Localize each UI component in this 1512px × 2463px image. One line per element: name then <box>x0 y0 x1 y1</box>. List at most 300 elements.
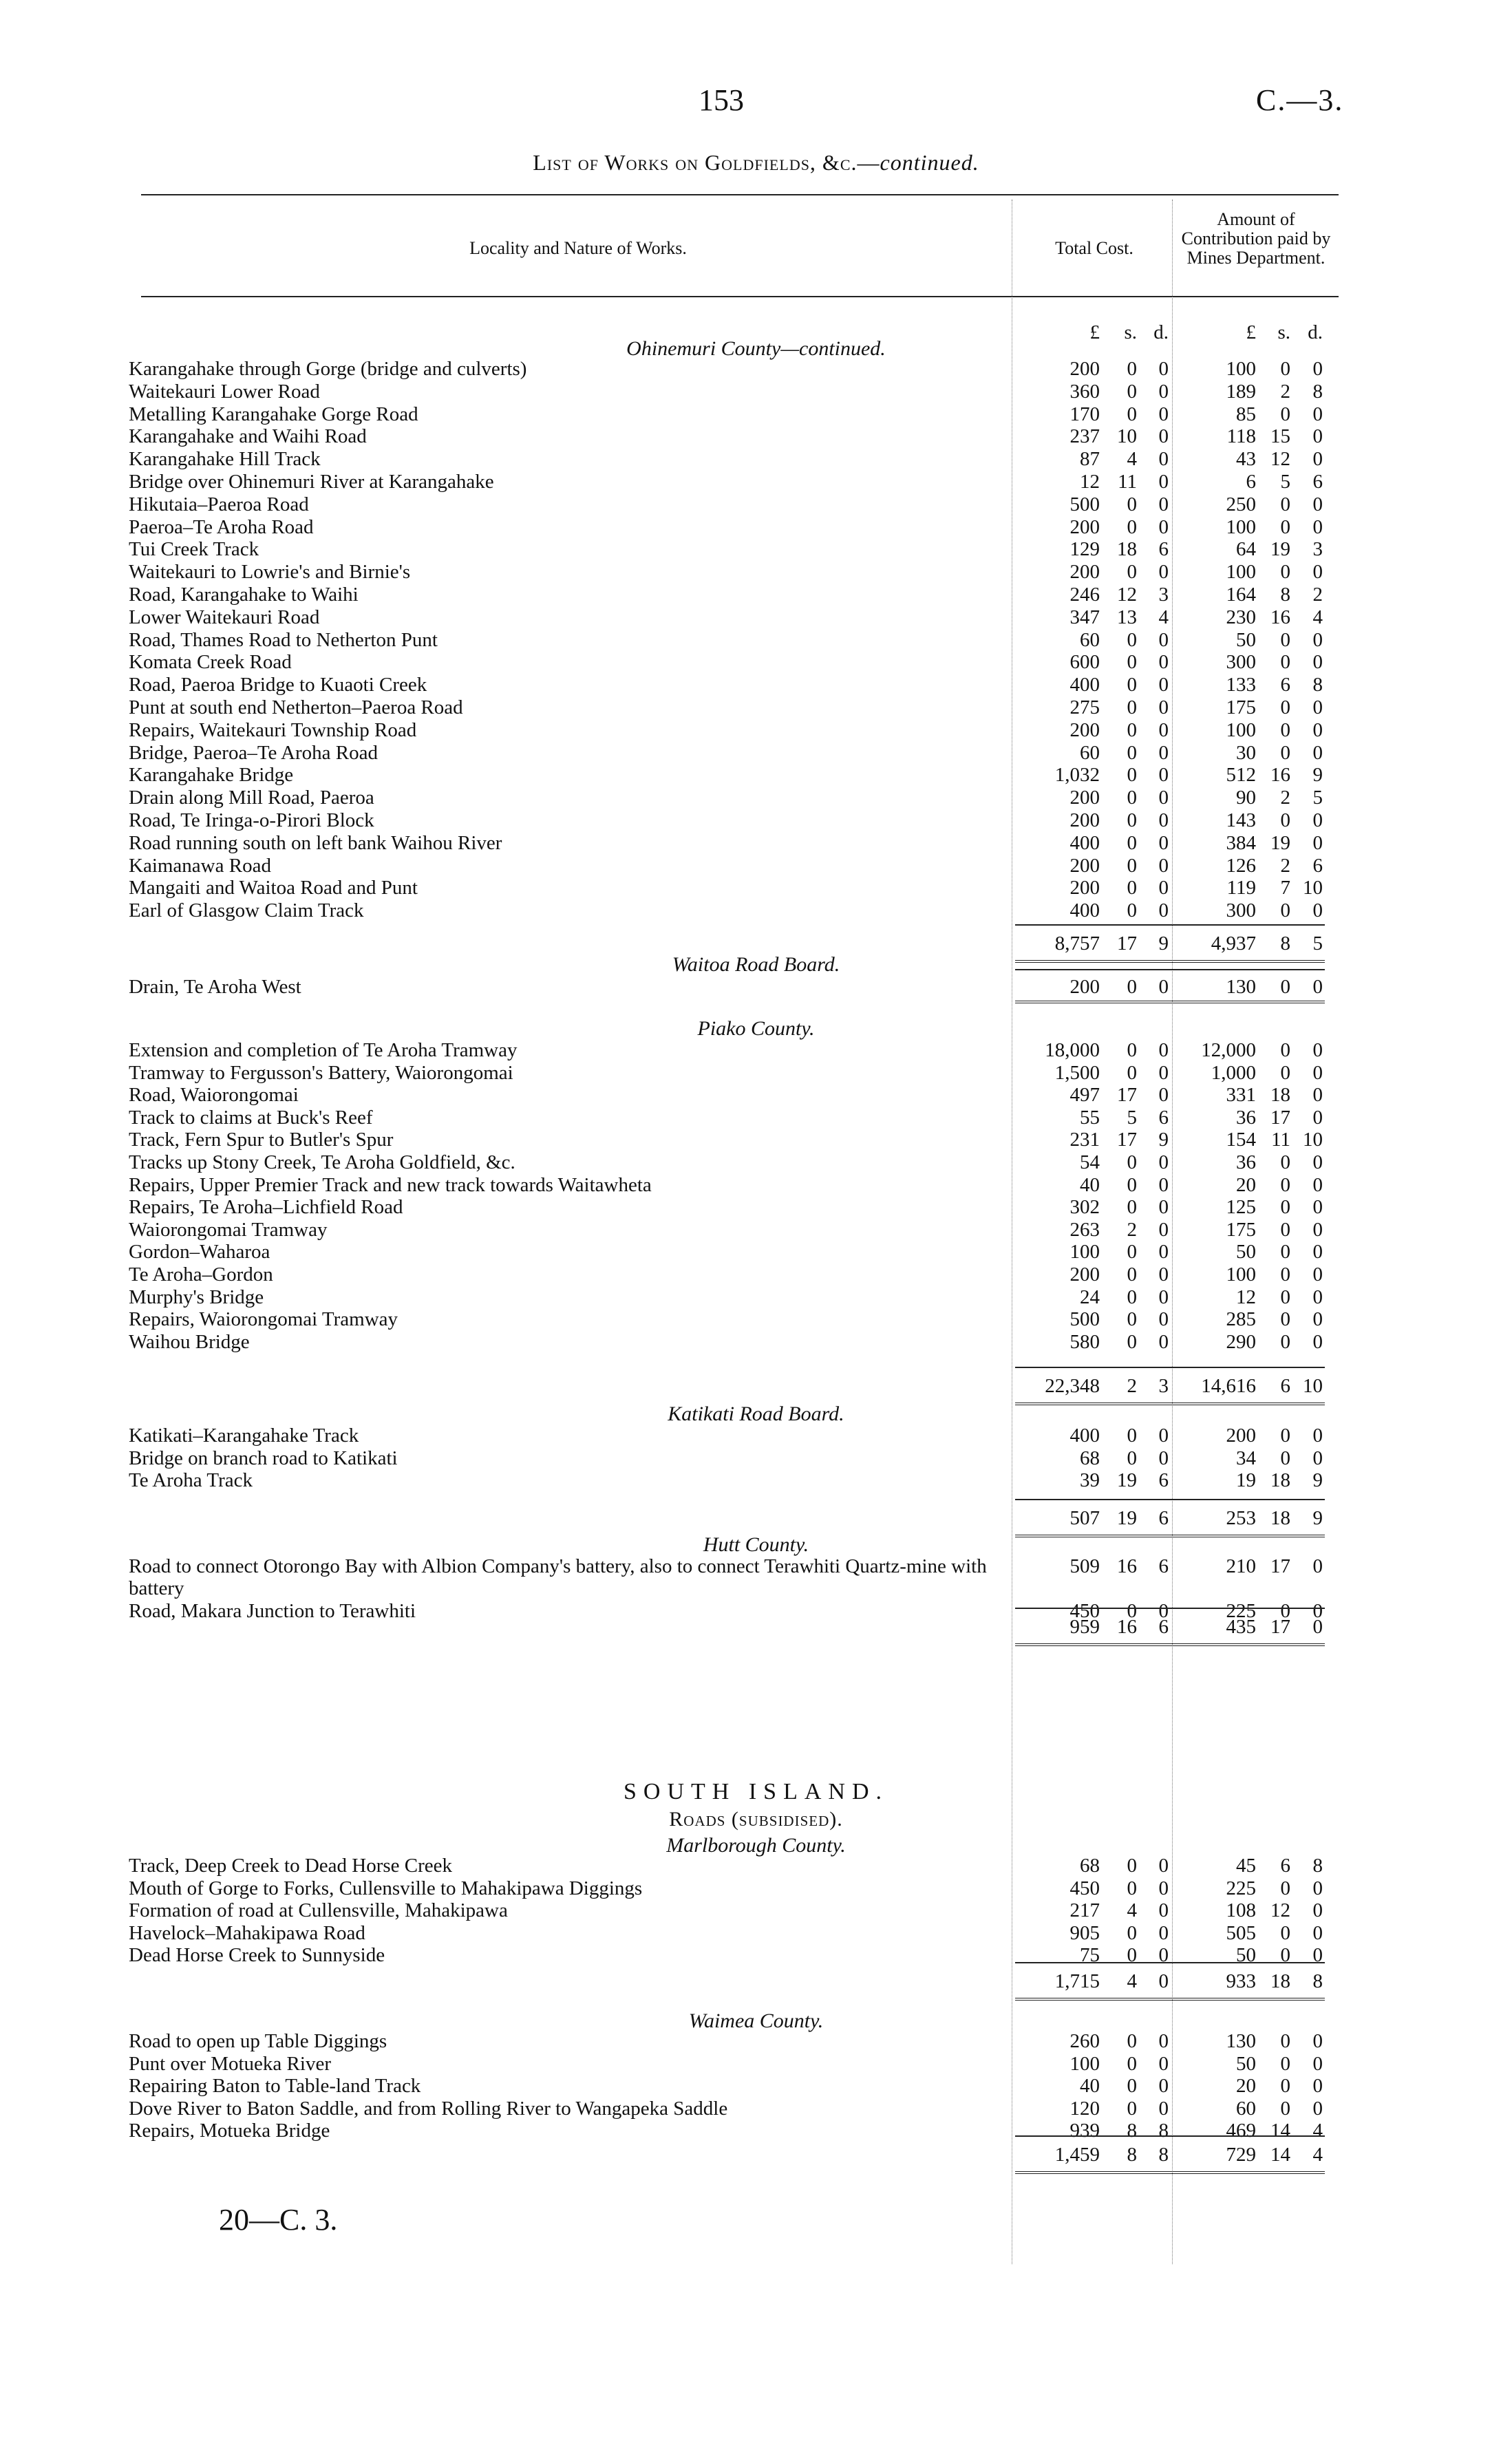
cost-pence: 0 <box>1158 1855 1169 1877</box>
contrib-shillings: 0 <box>1280 629 1290 651</box>
contrib-shillings: 14 <box>1270 2144 1290 2166</box>
work-label: Hikutaia–Paeroa Road <box>129 493 309 515</box>
work-label: Kaimanawa Road <box>129 855 271 877</box>
cost-shillings: 0 <box>1127 674 1137 696</box>
contrib-shillings: 0 <box>1280 1174 1290 1196</box>
total-row <box>0 1970 1512 1992</box>
contrib-pounds: 933 <box>1226 1970 1256 1992</box>
subtotal-rule <box>1015 969 1325 970</box>
header-bottom-rule <box>141 296 1339 297</box>
table-row <box>0 403 1512 425</box>
contrib-pounds: 285 <box>1226 1308 1256 1330</box>
cost-pence: 0 <box>1158 1922 1169 1944</box>
contrib-pounds: 200 <box>1226 1425 1256 1447</box>
contrib-pence: 0 <box>1312 1151 1323 1173</box>
cost-pounds: 200 <box>1069 809 1100 831</box>
table-row <box>0 1084 1512 1106</box>
cost-shillings: 0 <box>1127 1308 1137 1330</box>
cost-pence: 0 <box>1158 1174 1169 1196</box>
cost-shillings: 0 <box>1127 1264 1137 1286</box>
contrib-pence: 5 <box>1312 932 1323 955</box>
cost-pence: 0 <box>1158 742 1169 764</box>
cost-shillings: 0 <box>1127 516 1137 538</box>
contrib-pounds: 225 <box>1226 1600 1256 1622</box>
cost-pounds: 87 <box>1080 448 1100 470</box>
contrib-shillings: 5 <box>1280 471 1290 493</box>
cost-pence: 0 <box>1158 1084 1169 1106</box>
work-label: Repairs, Waitekauri Township Road <box>129 719 417 741</box>
contrib-shillings: 0 <box>1280 493 1290 515</box>
cost-pounds: 217 <box>1069 1899 1100 1921</box>
cost-shillings: 0 <box>1127 1447 1137 1469</box>
cost-pounds: 497 <box>1069 1084 1100 1106</box>
contrib-pounds: 36 <box>1236 1107 1256 1129</box>
cost-shillings: 17 <box>1117 932 1137 955</box>
contrib-pounds: 45 <box>1236 1855 1256 1877</box>
contrib-shillings: 17 <box>1270 1555 1290 1577</box>
table-row <box>0 976 1512 998</box>
cost-shillings: 0 <box>1127 1039 1137 1061</box>
cost-pounds: 200 <box>1069 855 1100 877</box>
cost-pence: 8 <box>1158 2120 1169 2142</box>
contrib-shillings: 0 <box>1280 403 1290 425</box>
table-row <box>0 832 1512 854</box>
cost-pence: 0 <box>1158 976 1169 998</box>
cost-shillings: 0 <box>1127 899 1137 921</box>
cost-pounds: 200 <box>1069 976 1100 998</box>
contrib-pence: 0 <box>1312 1308 1323 1330</box>
contrib-shillings: 2 <box>1280 381 1290 403</box>
contrib-pence: 0 <box>1312 2075 1323 2097</box>
work-label: Repairs, Motueka Bridge <box>129 2120 330 2142</box>
contrib-pounds: 12,000 <box>1201 1039 1256 1061</box>
table-row <box>0 629 1512 651</box>
cost-shillings: 13 <box>1117 606 1137 628</box>
cost-pounds: 500 <box>1069 1308 1100 1330</box>
unit-pence: d. <box>1308 321 1323 343</box>
table-row <box>0 1308 1512 1330</box>
contrib-pence: 10 <box>1303 1375 1323 1397</box>
contrib-pence: 0 <box>1312 1084 1323 1106</box>
cost-pence: 3 <box>1158 1375 1169 1397</box>
contrib-shillings: 0 <box>1280 1062 1290 1084</box>
contrib-pounds: 210 <box>1226 1555 1256 1577</box>
table-row <box>0 2030 1512 2052</box>
contrib-pounds: 119 <box>1226 877 1256 899</box>
subtotal-rule <box>1015 1499 1325 1500</box>
table-row <box>0 1899 1512 1921</box>
contrib-pence: 0 <box>1312 1922 1323 1944</box>
contrib-shillings: 19 <box>1270 538 1290 560</box>
contrib-pounds: 130 <box>1226 2030 1256 2052</box>
signature-mark: 20—C. 3. <box>219 2203 338 2237</box>
subtotal-rule <box>1015 2135 1325 2137</box>
cost-pounds: 231 <box>1069 1129 1100 1151</box>
contrib-shillings: 0 <box>1280 1600 1290 1622</box>
contrib-shillings: 0 <box>1280 1447 1290 1469</box>
contrib-pounds: 512 <box>1226 764 1256 786</box>
contrib-pounds: 34 <box>1236 1447 1256 1469</box>
table-row <box>0 1855 1512 1877</box>
cost-shillings: 0 <box>1127 832 1137 854</box>
cost-pounds: 500 <box>1069 493 1100 515</box>
cost-shillings: 0 <box>1127 2053 1137 2075</box>
contrib-pence: 0 <box>1312 448 1323 470</box>
table-row <box>0 877 1512 899</box>
contrib-shillings: 18 <box>1270 1469 1290 1491</box>
work-label: Waitekauri to Lowrie's and Birnie's <box>129 561 411 583</box>
contrib-pounds: 50 <box>1236 629 1256 651</box>
cost-shillings: 0 <box>1127 855 1137 877</box>
table-row <box>0 381 1512 403</box>
cost-pence: 0 <box>1158 1447 1169 1469</box>
work-label: Te Aroha Track <box>129 1469 253 1491</box>
contrib-pounds: 30 <box>1236 742 1256 764</box>
work-label: Repairs, Upper Premier Track and new track towards Waitawheta <box>129 1174 652 1196</box>
contrib-shillings: 0 <box>1280 651 1290 673</box>
cost-pounds: 450 <box>1069 1877 1100 1899</box>
cost-shillings: 0 <box>1127 1425 1137 1447</box>
section-heading: Katikati Road Board. <box>668 1403 844 1425</box>
work-label: Dead Horse Creek to Sunnyside <box>129 1944 385 1966</box>
contrib-pounds: 36 <box>1236 1151 1256 1173</box>
contrib-pounds: 20 <box>1236 1174 1256 1196</box>
cost-pounds: 200 <box>1069 561 1100 583</box>
work-label: Road, Thames Road to Netherton Punt <box>129 629 438 651</box>
table-row <box>0 899 1512 921</box>
cost-pence: 0 <box>1158 1331 1169 1353</box>
contrib-pounds: 90 <box>1236 787 1256 809</box>
cost-pounds: 400 <box>1069 674 1100 696</box>
contrib-shillings: 18 <box>1270 1507 1290 1529</box>
cost-pounds: 170 <box>1069 403 1100 425</box>
contrib-pounds: 12 <box>1236 1286 1256 1308</box>
contrib-pence: 0 <box>1312 1899 1323 1921</box>
table-row <box>0 651 1512 673</box>
cost-shillings: 0 <box>1127 1922 1137 1944</box>
contrib-pence: 0 <box>1312 1425 1323 1447</box>
cost-shillings: 0 <box>1127 651 1137 673</box>
cost-pounds: 400 <box>1069 1425 1100 1447</box>
cost-pence: 0 <box>1158 448 1169 470</box>
table-row <box>0 1286 1512 1308</box>
contrib-shillings: 0 <box>1280 1151 1290 1173</box>
contrib-pounds: 14,616 <box>1201 1375 1256 1397</box>
contrib-pence: 8 <box>1312 381 1323 403</box>
cost-pence: 0 <box>1158 1151 1169 1173</box>
section-heading: Waimea County. <box>688 2009 824 2032</box>
cost-pounds: 22,348 <box>1045 1375 1100 1397</box>
cost-shillings: 16 <box>1117 1555 1137 1577</box>
work-label: Road, Te Iringa-o-Pirori Block <box>129 809 374 831</box>
contrib-shillings: 6 <box>1280 1375 1290 1397</box>
contrib-shillings: 0 <box>1280 2075 1290 2097</box>
work-label: Punt over Motueka River <box>129 2053 331 2075</box>
contrib-shillings: 0 <box>1280 1308 1290 1330</box>
contrib-shillings: 0 <box>1280 1286 1290 1308</box>
cost-shillings: 0 <box>1127 696 1137 718</box>
cost-shillings: 0 <box>1127 1151 1137 1173</box>
contrib-shillings: 0 <box>1280 1331 1290 1353</box>
contrib-pence: 0 <box>1312 1286 1323 1308</box>
cost-pence: 0 <box>1158 674 1169 696</box>
contrib-shillings: 0 <box>1280 516 1290 538</box>
cost-shillings: 0 <box>1127 381 1137 403</box>
contrib-pence: 0 <box>1312 832 1323 854</box>
contrib-pence: 10 <box>1303 1129 1323 1151</box>
cost-pounds: 1,500 <box>1054 1062 1100 1084</box>
cost-pence: 0 <box>1158 1196 1169 1218</box>
contrib-pence: 0 <box>1312 1877 1323 1899</box>
unit-shilling: s. <box>1124 321 1137 343</box>
work-label: Lower Waitekauri Road <box>129 606 320 628</box>
contrib-pence: 0 <box>1312 742 1323 764</box>
cost-pounds: 68 <box>1080 1447 1100 1469</box>
cost-pence: 0 <box>1158 1944 1169 1966</box>
cost-pounds: 60 <box>1080 742 1100 764</box>
contrib-shillings: 6 <box>1280 674 1290 696</box>
cost-pounds: 200 <box>1069 358 1100 380</box>
contrib-pence: 4 <box>1312 2144 1323 2166</box>
work-label: Road running south on left bank Waihou River <box>129 832 502 854</box>
contrib-pounds: 60 <box>1236 2098 1256 2120</box>
cost-pence: 0 <box>1158 2030 1169 2052</box>
work-label: Repairs, Waiorongomai Tramway <box>129 1308 398 1330</box>
cost-pounds: 959 <box>1069 1616 1100 1638</box>
contrib-pence: 0 <box>1312 1331 1323 1353</box>
cost-pence: 0 <box>1158 1286 1169 1308</box>
table-row <box>0 742 1512 764</box>
work-label: Waiorongomai Tramway <box>129 1219 328 1241</box>
work-label: Murphy's Bridge <box>129 1286 264 1308</box>
contrib-pounds: 50 <box>1236 1241 1256 1263</box>
contrib-pounds: 435 <box>1226 1616 1256 1638</box>
cost-shillings: 17 <box>1117 1129 1137 1151</box>
contrib-pence: 9 <box>1312 764 1323 786</box>
cost-pence: 0 <box>1158 2098 1169 2120</box>
cost-pounds: 54 <box>1080 1151 1100 1173</box>
contrib-pounds: 100 <box>1226 719 1256 741</box>
contrib-pence: 0 <box>1312 719 1323 741</box>
contrib-shillings: 6 <box>1280 1855 1290 1877</box>
cost-shillings: 0 <box>1127 1331 1137 1353</box>
roads-subsidised-heading: Roads (subsidised). <box>669 1808 843 1831</box>
cost-pence: 0 <box>1158 809 1169 831</box>
contrib-pounds: 100 <box>1226 1264 1256 1286</box>
contrib-pence: 0 <box>1312 1196 1323 1218</box>
contrib-pence: 4 <box>1312 606 1323 628</box>
contrib-pounds: 20 <box>1236 2075 1256 2097</box>
cost-shillings: 0 <box>1127 787 1137 809</box>
contrib-pence: 0 <box>1312 629 1323 651</box>
cost-pounds: 347 <box>1069 606 1100 628</box>
work-label: Bridge, Paeroa–Te Aroha Road <box>129 742 378 764</box>
cost-pounds: 39 <box>1080 1469 1100 1491</box>
cost-shillings: 19 <box>1117 1469 1137 1491</box>
table-row <box>0 764 1512 786</box>
cost-pounds: 129 <box>1069 538 1100 560</box>
table-row <box>0 809 1512 831</box>
cost-pounds: 260 <box>1069 2030 1100 2052</box>
cost-shillings: 4 <box>1127 448 1137 470</box>
contrib-pounds: 108 <box>1226 1899 1256 1921</box>
cost-pence: 8 <box>1158 2144 1169 2166</box>
contrib-pounds: 85 <box>1236 403 1256 425</box>
cost-pence: 0 <box>1158 1970 1169 1992</box>
cost-pence: 0 <box>1158 471 1169 493</box>
title-prefix: List of Works on Goldfields, &c.— <box>533 150 880 175</box>
cost-pence: 0 <box>1158 1219 1169 1241</box>
total-double-rule <box>1015 1643 1325 1646</box>
subtotal-rule <box>1015 1367 1325 1368</box>
work-label: Karangahake Bridge <box>129 764 294 786</box>
cost-pence: 6 <box>1158 1107 1169 1129</box>
cost-pence: 0 <box>1158 381 1169 403</box>
cost-shillings: 19 <box>1117 1507 1137 1529</box>
cost-shillings: 16 <box>1117 1616 1137 1638</box>
work-label: Tui Creek Track <box>129 538 259 560</box>
contrib-shillings: 17 <box>1270 1107 1290 1129</box>
contrib-pounds: 130 <box>1226 976 1256 998</box>
work-label: Te Aroha–Gordon <box>129 1264 273 1286</box>
table-row <box>0 448 1512 470</box>
contrib-pounds: 19 <box>1236 1469 1256 1491</box>
table-row <box>0 1129 1512 1151</box>
contrib-pounds: 6 <box>1246 471 1256 493</box>
table-row <box>0 1425 1512 1447</box>
cost-shillings: 0 <box>1127 1600 1137 1622</box>
work-label: Waitekauri Lower Road <box>129 381 320 403</box>
contrib-pounds: 300 <box>1226 899 1256 921</box>
contrib-pence: 8 <box>1312 1855 1323 1877</box>
cost-shillings: 8 <box>1127 2144 1137 2166</box>
contrib-pounds: 126 <box>1226 855 1256 877</box>
page-number: 153 <box>699 83 744 117</box>
page-title <box>0 150 1512 175</box>
contrib-shillings: 0 <box>1280 1039 1290 1061</box>
work-label: Dove River to Baton Saddle, and from Rolling River to Wangapeka Saddle <box>129 2098 728 2120</box>
contrib-shillings: 0 <box>1280 1877 1290 1899</box>
table-row <box>0 787 1512 809</box>
cost-shillings: 0 <box>1127 719 1137 741</box>
contrib-pence: 8 <box>1312 1970 1323 1992</box>
cost-pounds: 246 <box>1069 584 1100 606</box>
contrib-shillings: 0 <box>1280 1425 1290 1447</box>
contrib-pounds: 384 <box>1226 832 1256 854</box>
contrib-pounds: 4,937 <box>1211 932 1256 955</box>
contrib-shillings: 15 <box>1270 425 1290 447</box>
contrib-pounds: 253 <box>1226 1507 1256 1529</box>
cost-pence: 0 <box>1158 764 1169 786</box>
contrib-pence: 6 <box>1312 855 1323 877</box>
cost-shillings: 0 <box>1127 764 1137 786</box>
table-row <box>0 674 1512 696</box>
contrib-pence: 0 <box>1312 1062 1323 1084</box>
contrib-shillings: 12 <box>1270 1899 1290 1921</box>
table-row <box>0 2053 1512 2075</box>
cost-shillings: 0 <box>1127 493 1137 515</box>
contrib-shillings: 19 <box>1270 832 1290 854</box>
cost-shillings: 8 <box>1127 2120 1137 2142</box>
subtotal-rule <box>1015 1608 1325 1609</box>
cost-pence: 0 <box>1158 561 1169 583</box>
work-label: Track to claims at Buck's Reef <box>129 1107 373 1129</box>
cost-pence: 6 <box>1158 1616 1169 1638</box>
cost-shillings: 0 <box>1127 1196 1137 1218</box>
contrib-pence: 0 <box>1312 516 1323 538</box>
contrib-shillings: 0 <box>1280 1944 1290 1966</box>
table-row <box>0 1331 1512 1353</box>
header-total-cost: Total Cost. <box>1055 238 1133 258</box>
cost-pence: 0 <box>1158 2075 1169 2097</box>
total-double-rule <box>1015 1998 1325 2001</box>
work-label: Bridge on branch road to Katikati <box>129 1447 398 1469</box>
cost-shillings: 4 <box>1127 1970 1137 1992</box>
work-label: Drain along Mill Road, Paeroa <box>129 787 374 809</box>
cost-pence: 0 <box>1158 2053 1169 2075</box>
table-row <box>0 516 1512 538</box>
work-label: Road, Paeroa Bridge to Kuaoti Creek <box>129 674 427 696</box>
work-label: Mangaiti and Waitoa Road and Punt <box>129 877 418 899</box>
contrib-shillings: 0 <box>1280 1264 1290 1286</box>
contrib-pence: 0 <box>1312 493 1323 515</box>
cost-shillings: 0 <box>1127 2030 1137 2052</box>
cost-shillings: 0 <box>1127 1877 1137 1899</box>
total-row <box>0 932 1512 955</box>
contrib-pounds: 290 <box>1226 1331 1256 1353</box>
cost-shillings: 0 <box>1127 1241 1137 1263</box>
cost-pounds: 200 <box>1069 787 1100 809</box>
table-row <box>0 855 1512 877</box>
cost-pence: 0 <box>1158 787 1169 809</box>
table-row <box>0 1241 1512 1263</box>
cost-pounds: 12 <box>1080 471 1100 493</box>
work-label: Waihou Bridge <box>129 1331 250 1353</box>
contrib-pence: 0 <box>1312 1107 1323 1129</box>
contrib-shillings: 0 <box>1280 742 1290 764</box>
unit-pence: d. <box>1153 321 1169 343</box>
contrib-pounds: 118 <box>1226 425 1256 447</box>
contrib-shillings: 0 <box>1280 2053 1290 2075</box>
cost-pounds: 68 <box>1080 1855 1100 1877</box>
contrib-pounds: 100 <box>1226 561 1256 583</box>
cost-pounds: 400 <box>1069 832 1100 854</box>
contrib-shillings: 8 <box>1280 932 1290 955</box>
contrib-shillings: 0 <box>1280 1219 1290 1241</box>
section-heading: Hutt County. <box>703 1533 809 1556</box>
cost-pounds: 100 <box>1069 1241 1100 1263</box>
subtotal-rule <box>1015 1962 1325 1963</box>
cost-pence: 0 <box>1158 1308 1169 1330</box>
cost-pounds: 200 <box>1069 719 1100 741</box>
cost-pounds: 200 <box>1069 877 1100 899</box>
contrib-pence: 0 <box>1312 2053 1323 2075</box>
header-contribution: Amount of Contribution paid by Mines Department. <box>1181 209 1331 268</box>
cost-pounds: 200 <box>1069 1264 1100 1286</box>
contrib-shillings: 16 <box>1270 764 1290 786</box>
work-label: Earl of Glasgow Claim Track <box>129 899 364 921</box>
work-label: Road, Makara Junction to Terawhiti <box>129 1600 416 1622</box>
contrib-pence: 9 <box>1312 1507 1323 1529</box>
work-label: Road to connect Otorongo Bay with Albion Company's battery, also to connect Terawhiti Quartz-mine with battery <box>129 1555 987 1599</box>
cost-pence: 6 <box>1158 1507 1169 1529</box>
work-label: Paeroa–Te Aroha Road <box>129 516 314 538</box>
header-top-rule <box>141 194 1339 195</box>
total-row <box>0 2144 1512 2166</box>
cost-shillings: 0 <box>1127 877 1137 899</box>
work-label: Track, Deep Creek to Dead Horse Creek <box>129 1855 453 1877</box>
work-label: Tracks up Stony Creek, Te Aroha Goldfield, &c. <box>129 1151 515 1173</box>
